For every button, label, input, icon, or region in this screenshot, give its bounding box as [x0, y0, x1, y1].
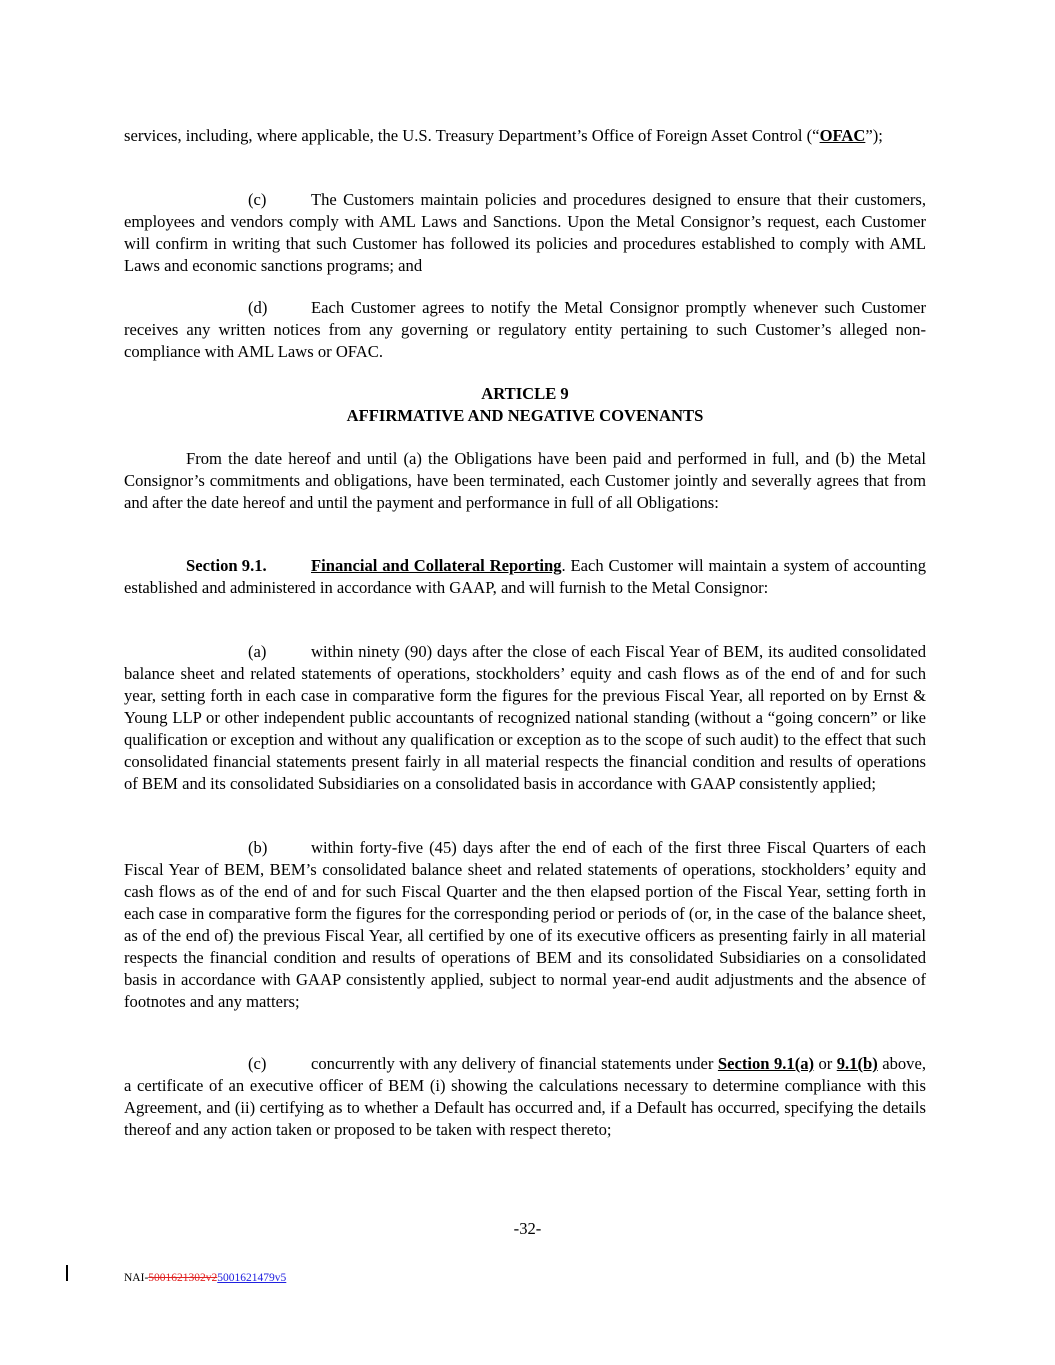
section-9-1 — [124, 555, 926, 599]
intro-paragraph: From the date hereof and until (a) the Obligations have been paid and performed in full, and (b) the Metal Consignor’s commitments and obligations, have been terminated, each Customer jointly and severally agrees that from and after the date hereof and until the payment and performance in full of all Obligations: — [124, 449, 926, 512]
text: Each Customer agrees to notify the Metal Consignor promptly whenever such Customer receives any written notices from any governing or regulatory entity pertaining to such Customer’s alleged non-compliance with AML Laws or OFAC. — [124, 298, 926, 361]
paragraph-ofac — [124, 125, 926, 147]
text: above, a certificate of an executive officer of BEM (i) showing the calculations necessary to determine compliance with this Agreement, and (ii) certifying as to whether a Default has occurred and, if a Default has occurred, specifying the details thereof and any action taken or proposed to be taken with respect thereto; — [124, 1054, 926, 1139]
change-bar — [66, 1265, 68, 1281]
inserted-doc-id: 5001621479v5 — [217, 1272, 287, 1284]
page-number: -32- — [513, 1219, 542, 1238]
text: ”); — [865, 126, 883, 145]
paragraph-c — [124, 189, 926, 277]
document-id-footer — [124, 1267, 286, 1289]
section-number: Section 9.1. — [186, 556, 267, 575]
footer-prefix: NAI- — [124, 1272, 149, 1284]
defined-term: OFAC — [819, 126, 866, 145]
article-number: ARTICLE 9 — [481, 384, 569, 403]
clause-label: (d) — [248, 298, 268, 317]
text: concurrently with any delivery of financial statements under — [311, 1054, 718, 1073]
deleted-doc-id: 5001621302v2 — [148, 1272, 218, 1284]
clause-9-1-c — [124, 1053, 926, 1141]
text: within ninety (90) days after the close of each Fiscal Year of BEM, its audited consolidated balance sheet and related statements of operations, stockholders’ equity and cash flows as of the end of and for such year, setting forth in each case in comparative form the figures for the previous Fiscal Year, all reported on by Ernst & Young LLP or other independent public accountants of recognized national standing (without a “going concern” or like qualification or exception and without any qualification or exception as to the scope of such audit) to the effect that such consolidated financial statements present fairly in all material respects the financial condition and results of operations of BEM and its consolidated Subsidiaries on a consolidated basis in accordance with GAAP consistently applied; — [124, 642, 926, 793]
text: . Each Customer will maintain a system of accounting established and administered in accordance with GAAP, and will furnish to the Metal Consignor: — [124, 556, 926, 597]
clause-label: (b) — [248, 838, 268, 857]
text: services, including, where applicable, the U.S. Treasury Department’s Office of Foreign Asset Control (“ — [124, 126, 820, 145]
clause-label: (a) — [248, 642, 267, 661]
clause-9-1-a — [124, 641, 926, 795]
cross-reference: Section 9.1(a) — [717, 1054, 815, 1073]
paragraph-d — [124, 297, 926, 363]
article-heading — [124, 383, 926, 427]
text: The Customers maintain policies and procedures designed to ensure that their customers, employees and vendors comply with AML Laws and Sanctions. Upon the Metal Consignor’s request, each Customer will confirm in writing that such Customer has followed its policies and procedures established to comply with AML Laws and economic sanctions programs; and — [124, 190, 926, 275]
clause-label: (c) — [248, 190, 267, 209]
text: or — [814, 1054, 837, 1073]
article-title: AFFIRMATIVE AND NEGATIVE COVENANTS — [346, 406, 704, 425]
section-heading: Financial and Collateral Reporting — [311, 556, 562, 575]
cross-reference: 9.1(b) — [836, 1054, 878, 1073]
clause-9-1-b — [124, 837, 926, 1013]
text: within forty-five (45) days after the end of each of the first three Fiscal Quarters of each Fiscal Year of BEM, BEM’s consolidated balance sheet and related statements of operations, stockholders’ equity and cash flows as of the end of and for such Fiscal Quarter and the then elapsed portion of the Fiscal Year, setting forth in each case in comparative form the figures for the corresponding period or periods of (or, in the case of the balance sheet, as of the end of) the previous Fiscal Year, all certified by one of its executive officers as presenting fairly in all material respects the financial condition and results of operations of BEM and its consolidated Subsidiaries on a consolidated basis in accordance with GAAP consistently applied, subject to normal year-end audit adjustments and the absence of footnotes and any matters; — [124, 838, 926, 1011]
clause-label: (c) — [248, 1054, 267, 1073]
